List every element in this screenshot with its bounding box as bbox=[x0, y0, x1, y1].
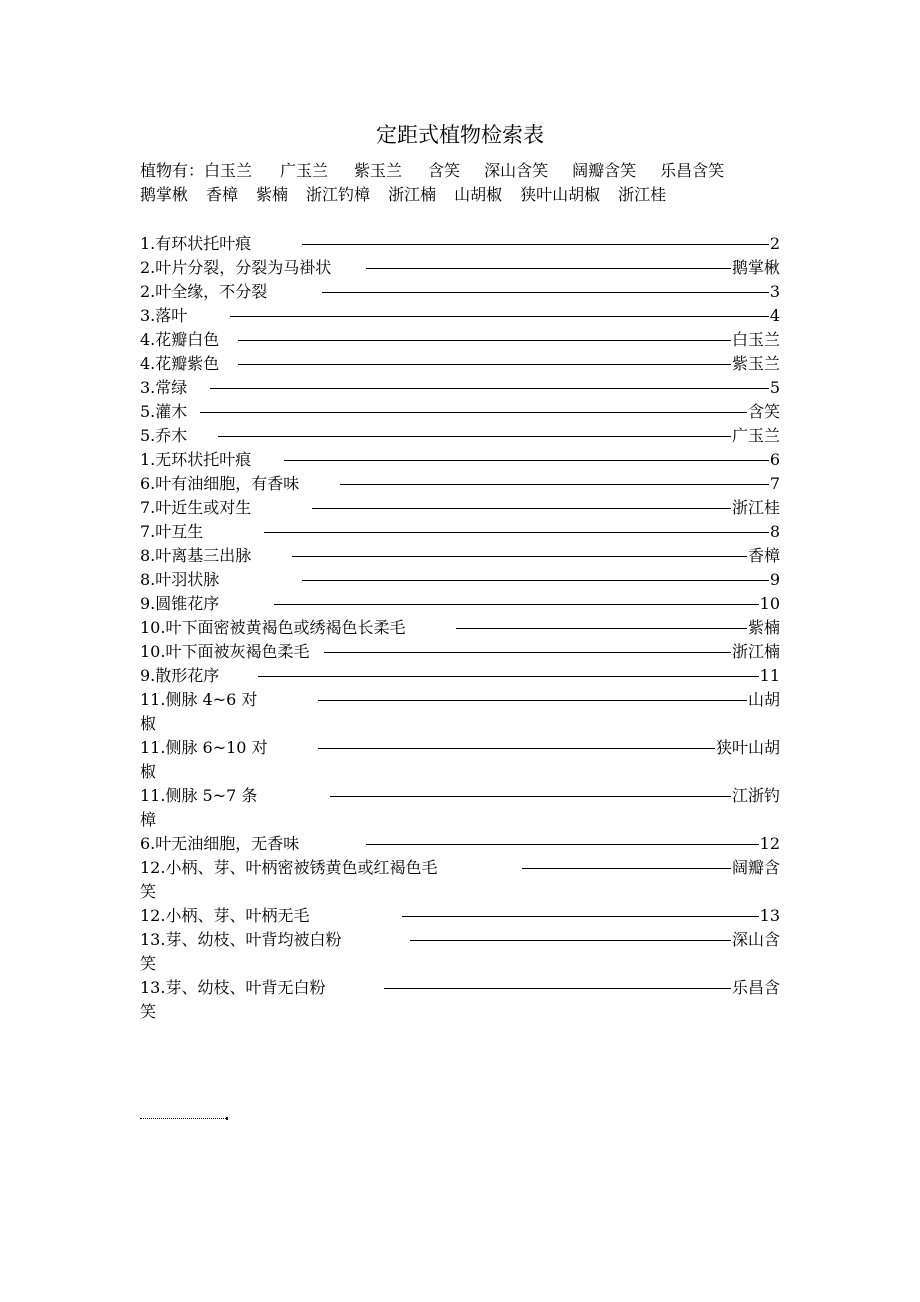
entry-statement: 11.侧脉 6~10 对 bbox=[140, 738, 268, 757]
plant-name: 狭叶山胡椒 bbox=[520, 185, 601, 204]
entry-statement: 9.圆锥花序 bbox=[140, 594, 220, 613]
key-entry bbox=[140, 352, 780, 376]
entry-statement: 5.乔木 bbox=[140, 426, 188, 445]
plant-name: 紫楠 bbox=[256, 185, 289, 204]
plant-name: 含笑 bbox=[428, 161, 461, 180]
key-entry bbox=[140, 496, 780, 520]
key-entry bbox=[140, 784, 780, 832]
plant-name: 鹅掌楸 bbox=[140, 185, 189, 204]
entry-destination: 浙江楠 bbox=[731, 642, 780, 661]
key-entry bbox=[140, 376, 780, 400]
leader-line bbox=[324, 652, 731, 653]
entry-destination: 12 bbox=[759, 834, 780, 853]
leader-line bbox=[402, 916, 759, 917]
key-entry bbox=[140, 400, 780, 424]
entry-statement: 12.小柄、芽、叶柄无毛 bbox=[140, 906, 310, 925]
entry-destination: 13 bbox=[759, 906, 780, 925]
plant-list bbox=[140, 159, 785, 207]
key-entry bbox=[140, 856, 780, 904]
entry-destination-continued: 椒 bbox=[140, 714, 157, 733]
entry-statement: 13.芽、幼枝、叶背均被白粉 bbox=[140, 930, 342, 949]
key-entry bbox=[140, 448, 780, 472]
entry-statement: 10.叶下面被灰褐色柔毛 bbox=[140, 642, 310, 661]
leader-line bbox=[318, 700, 747, 701]
entry-destination: 6 bbox=[769, 450, 780, 469]
entry-destination: 2 bbox=[769, 234, 780, 253]
entry-statement: 4.花瓣白色 bbox=[140, 330, 220, 349]
entry-destination: 白玉兰 bbox=[731, 330, 780, 349]
entry-destination: 紫楠 bbox=[747, 618, 780, 637]
entry-destination: 阔瓣含 bbox=[731, 858, 780, 877]
leader-line bbox=[284, 460, 769, 461]
entry-destination: 9 bbox=[769, 570, 780, 589]
key-entry bbox=[140, 640, 780, 664]
plant-name: 植物有：白玉兰 bbox=[140, 161, 253, 180]
entry-destination-continued: 笑 bbox=[140, 954, 157, 973]
leader-line bbox=[200, 412, 747, 413]
entry-destination: 狭叶山胡 bbox=[715, 738, 780, 757]
leader-line bbox=[264, 532, 769, 533]
leader-line bbox=[384, 988, 731, 989]
entry-statement: 7.叶近生或对生 bbox=[140, 498, 252, 517]
key-entry bbox=[140, 304, 780, 328]
entry-statement: 8.叶离基三出脉 bbox=[140, 546, 252, 565]
leader-line bbox=[258, 676, 759, 677]
leader-line bbox=[522, 868, 731, 869]
plant-list-line-1 bbox=[140, 159, 785, 183]
entry-destination: 3 bbox=[769, 282, 780, 301]
leader-line bbox=[410, 940, 731, 941]
leader-line bbox=[274, 604, 759, 605]
entry-destination-continued: 笑 bbox=[140, 1002, 157, 1021]
key-entry bbox=[140, 616, 780, 640]
leader-line bbox=[330, 796, 731, 797]
entry-destination: 乐昌含 bbox=[731, 978, 780, 997]
plant-name: 香樟 bbox=[206, 185, 239, 204]
key-entry bbox=[140, 688, 780, 736]
entry-statement: 7.叶互生 bbox=[140, 522, 204, 541]
leader-line bbox=[230, 316, 769, 317]
key-entry bbox=[140, 592, 780, 616]
entry-destination: 浙江桂 bbox=[731, 498, 780, 517]
entry-statement: 4.花瓣紫色 bbox=[140, 354, 220, 373]
entry-statement: 10.叶下面密被黄褐色或绣褐色长柔毛 bbox=[140, 618, 406, 637]
entry-statement: 3.落叶 bbox=[140, 306, 188, 325]
key-entry bbox=[140, 232, 780, 256]
key-entry bbox=[140, 736, 780, 784]
key-entry bbox=[140, 976, 780, 1024]
leader-line bbox=[366, 268, 731, 269]
entry-destination-continued: 樟 bbox=[140, 810, 157, 829]
plant-name: 紫玉兰 bbox=[354, 161, 403, 180]
leader-line bbox=[312, 508, 731, 509]
plant-name: 浙江桂 bbox=[618, 185, 667, 204]
plant-name: 浙江楠 bbox=[388, 185, 437, 204]
entry-destination: 11 bbox=[759, 666, 780, 685]
leader-line bbox=[302, 244, 769, 245]
entry-destination: 香樟 bbox=[747, 546, 780, 565]
leader-line bbox=[218, 436, 731, 437]
key-entry bbox=[140, 472, 780, 496]
entry-destination: 含笑 bbox=[747, 402, 780, 421]
entry-statement: 3.常绿 bbox=[140, 378, 188, 397]
entry-statement: 11.侧脉 5~7 条 bbox=[140, 786, 258, 805]
entry-statement: 11.侧脉 4~6 对 bbox=[140, 690, 258, 709]
key-entry bbox=[140, 832, 780, 856]
entry-destination: 广玉兰 bbox=[731, 426, 780, 445]
entry-statement: 2.叶全缘，不分裂 bbox=[140, 282, 268, 301]
leader-line bbox=[238, 340, 731, 341]
entry-statement: 6.叶无油细胞，无香味 bbox=[140, 834, 300, 853]
leader-line bbox=[238, 364, 731, 365]
entry-destination: 4 bbox=[769, 306, 780, 325]
key-entry bbox=[140, 664, 780, 688]
leader-line bbox=[292, 556, 747, 557]
entry-destination: 8 bbox=[769, 522, 780, 541]
leader-line bbox=[318, 748, 715, 749]
footer-rule-mark bbox=[226, 1117, 228, 1120]
entry-statement: 8.叶羽状脉 bbox=[140, 570, 220, 589]
entry-destination-continued: 椒 bbox=[140, 762, 157, 781]
entry-destination: 江浙钓 bbox=[731, 786, 780, 805]
key-entry bbox=[140, 424, 780, 448]
leader-line bbox=[322, 292, 769, 293]
key-entry bbox=[140, 544, 780, 568]
leader-line bbox=[340, 484, 769, 485]
entry-statement: 2.叶片分裂，分裂为马褂状 bbox=[140, 258, 332, 277]
key-entry bbox=[140, 568, 780, 592]
entry-destination: 10 bbox=[759, 594, 780, 613]
plant-name: 广玉兰 bbox=[280, 161, 329, 180]
entry-destination: 鹅掌楸 bbox=[731, 258, 780, 277]
entry-statement: 5.灌木 bbox=[140, 402, 188, 421]
entry-destination: 紫玉兰 bbox=[731, 354, 780, 373]
plant-name: 浙江钓樟 bbox=[306, 185, 371, 204]
plant-name: 乐昌含笑 bbox=[660, 161, 725, 180]
entry-statement: 12.小柄、芽、叶柄密被锈黄色或红褐色毛 bbox=[140, 858, 438, 877]
plant-name: 山胡椒 bbox=[454, 185, 503, 204]
entry-destination-continued: 笑 bbox=[140, 882, 157, 901]
key-entry bbox=[140, 904, 780, 928]
entry-statement: 6.叶有油细胞，有香味 bbox=[140, 474, 300, 493]
leader-line bbox=[302, 580, 769, 581]
plant-name: 阔瓣含笑 bbox=[572, 161, 637, 180]
identification-key bbox=[140, 232, 780, 1024]
key-entry bbox=[140, 280, 780, 304]
leader-line bbox=[210, 388, 769, 389]
entry-statement: 1.有环状托叶痕 bbox=[140, 234, 252, 253]
leader-line bbox=[366, 844, 759, 845]
key-entry bbox=[140, 928, 780, 976]
entry-destination: 5 bbox=[769, 378, 780, 397]
key-entry bbox=[140, 256, 780, 280]
entry-statement: 13.芽、幼枝、叶背无白粉 bbox=[140, 978, 326, 997]
entry-destination: 山胡 bbox=[747, 690, 780, 709]
entry-statement: 9.散形花序 bbox=[140, 666, 220, 685]
leader-line bbox=[456, 628, 747, 629]
plant-list-line-2 bbox=[140, 183, 785, 207]
entry-destination: 深山含 bbox=[731, 930, 780, 949]
page-title: 定距式植物检索表 bbox=[376, 123, 544, 147]
footer-rule bbox=[140, 1118, 226, 1119]
entry-statement: 1.无环状托叶痕 bbox=[140, 450, 252, 469]
entry-destination: 7 bbox=[769, 474, 780, 493]
key-entry bbox=[140, 520, 780, 544]
key-entry bbox=[140, 328, 780, 352]
plant-name: 深山含笑 bbox=[484, 161, 549, 180]
